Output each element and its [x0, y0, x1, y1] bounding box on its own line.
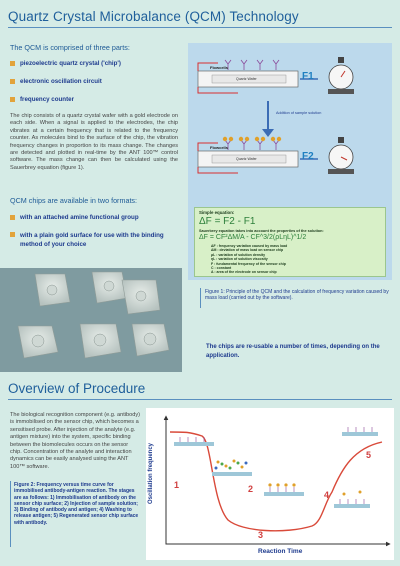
- chips-heading: QCM chips are available in two formats:: [10, 196, 138, 205]
- chip-4: [18, 326, 58, 358]
- equation-box: [194, 207, 386, 277]
- chip-format-item: with a plain gold surface for use with the binding method of your choice: [10, 231, 178, 249]
- stage-3: 3: [258, 530, 264, 540]
- chip-2: [92, 272, 127, 303]
- part-item: frequency counter: [10, 96, 74, 103]
- wafer-label: Quartz Wafer: [236, 157, 257, 161]
- chip-5: [80, 324, 121, 358]
- figure2-caption: Figure 2: Frequency versus time curve for immobilised antibody-antigen reaction. The stages are as follows: 1) Immobilisation of antibody on the sensor chip surface; 2) Injection of sample solution; 3) Binding of antibody and antigen; 4) Washing to release antigen; 5) Regenerated sensor chip surface with antibody.: [14, 482, 139, 526]
- chip-format-item: with an attached amine functional group: [10, 214, 139, 221]
- procedure-paragraph: The biological recognition component (e.g. antibody) is immobilised on the sensor chip, which becomes a sensitised probe. After injection of the analyte (e.g. antigen mixture) into the system, specific binding between the biomolecules occurs on the sensor chip. Concentration of the analyte and interaction dynamics can be easily analysed using the ANT 100™ software.: [10, 412, 140, 470]
- flowcell-label: Flowcells: [210, 145, 229, 150]
- equation-definitions: ΔF : frequency variation caused by mass load ΔM : deviation of mass load on sensor chip ρL : variation of solution density ηL : variation of solution viscosity F : fundamental frequency of the sensor chip C : constant A : area of the electrode on sensor chip: [211, 244, 288, 275]
- stage-2: 2: [248, 484, 254, 494]
- simple-equation: ΔF = F2 - F1: [199, 216, 256, 227]
- chip-1: [35, 274, 70, 306]
- procedure-rule: [8, 399, 392, 400]
- balance-1: [328, 57, 354, 94]
- sauerbrey-equation: ΔF = CF²ΔM/A - CF^3/2(ρLηL)^1/2: [199, 234, 307, 241]
- qcm-diagram: [188, 43, 392, 280]
- procedure-title: Overview of Procedure: [8, 381, 146, 396]
- reusable-text: The chips are re-usable a number of times, depending on the application.: [206, 344, 380, 359]
- f1-label: F1: [302, 71, 314, 82]
- x-axis-label: Reaction Time: [258, 548, 303, 555]
- chip-6: [132, 324, 169, 356]
- stage-5: 5: [366, 450, 372, 460]
- frequency-graph: [146, 408, 394, 560]
- part-item: piezoelectric quartz crystal ('chip'): [10, 60, 121, 67]
- title-rule: [8, 27, 392, 28]
- intro-heading: The QCM is comprised of three parts:: [10, 43, 130, 52]
- chip-3: [122, 280, 160, 314]
- qcm-paragraph: The chip consists of a quartz crystal wafer with a gold electrode on each side. When a signal is applied to the electrodes, the chip vibrates at a certain frequency that is related to the frequency counter. As molecules bind to the surface of the chip, the vibration frequency changes in proportion to its mass change. The changes are detected and plotted in real-time by the ANT 100™ control software. The mass change can then be calculated using the Sauerbrey equation (figure 1).: [10, 113, 178, 171]
- figure1-caption: Figure 1: Principle of the QCM and the calculation of frequency variation caused by mass load (carried out by the software).: [205, 289, 389, 302]
- frequency-curve: [170, 432, 382, 531]
- flowcell-label: Flowcells: [210, 65, 229, 70]
- addition-label: Addition of sample solution: [276, 111, 322, 115]
- simple-equation-label: Simple equation:: [199, 210, 235, 215]
- stage-1: 1: [174, 480, 180, 490]
- page-title: Quartz Crystal Microbalance (QCM) Technology: [8, 9, 299, 24]
- stage-4: 4: [324, 490, 330, 500]
- wafer-label: Quartz Wafer: [236, 77, 257, 81]
- f2-label: F2: [302, 151, 314, 162]
- chips-photo: [0, 268, 182, 372]
- y-axis-label: Oscillation frequency: [148, 442, 154, 504]
- sauerbrey-label: Sauerbrey equation takes into account the properties of the solution:: [199, 229, 324, 233]
- balance-2: [328, 137, 354, 174]
- part-item: electronic oscillation circuit: [10, 78, 102, 85]
